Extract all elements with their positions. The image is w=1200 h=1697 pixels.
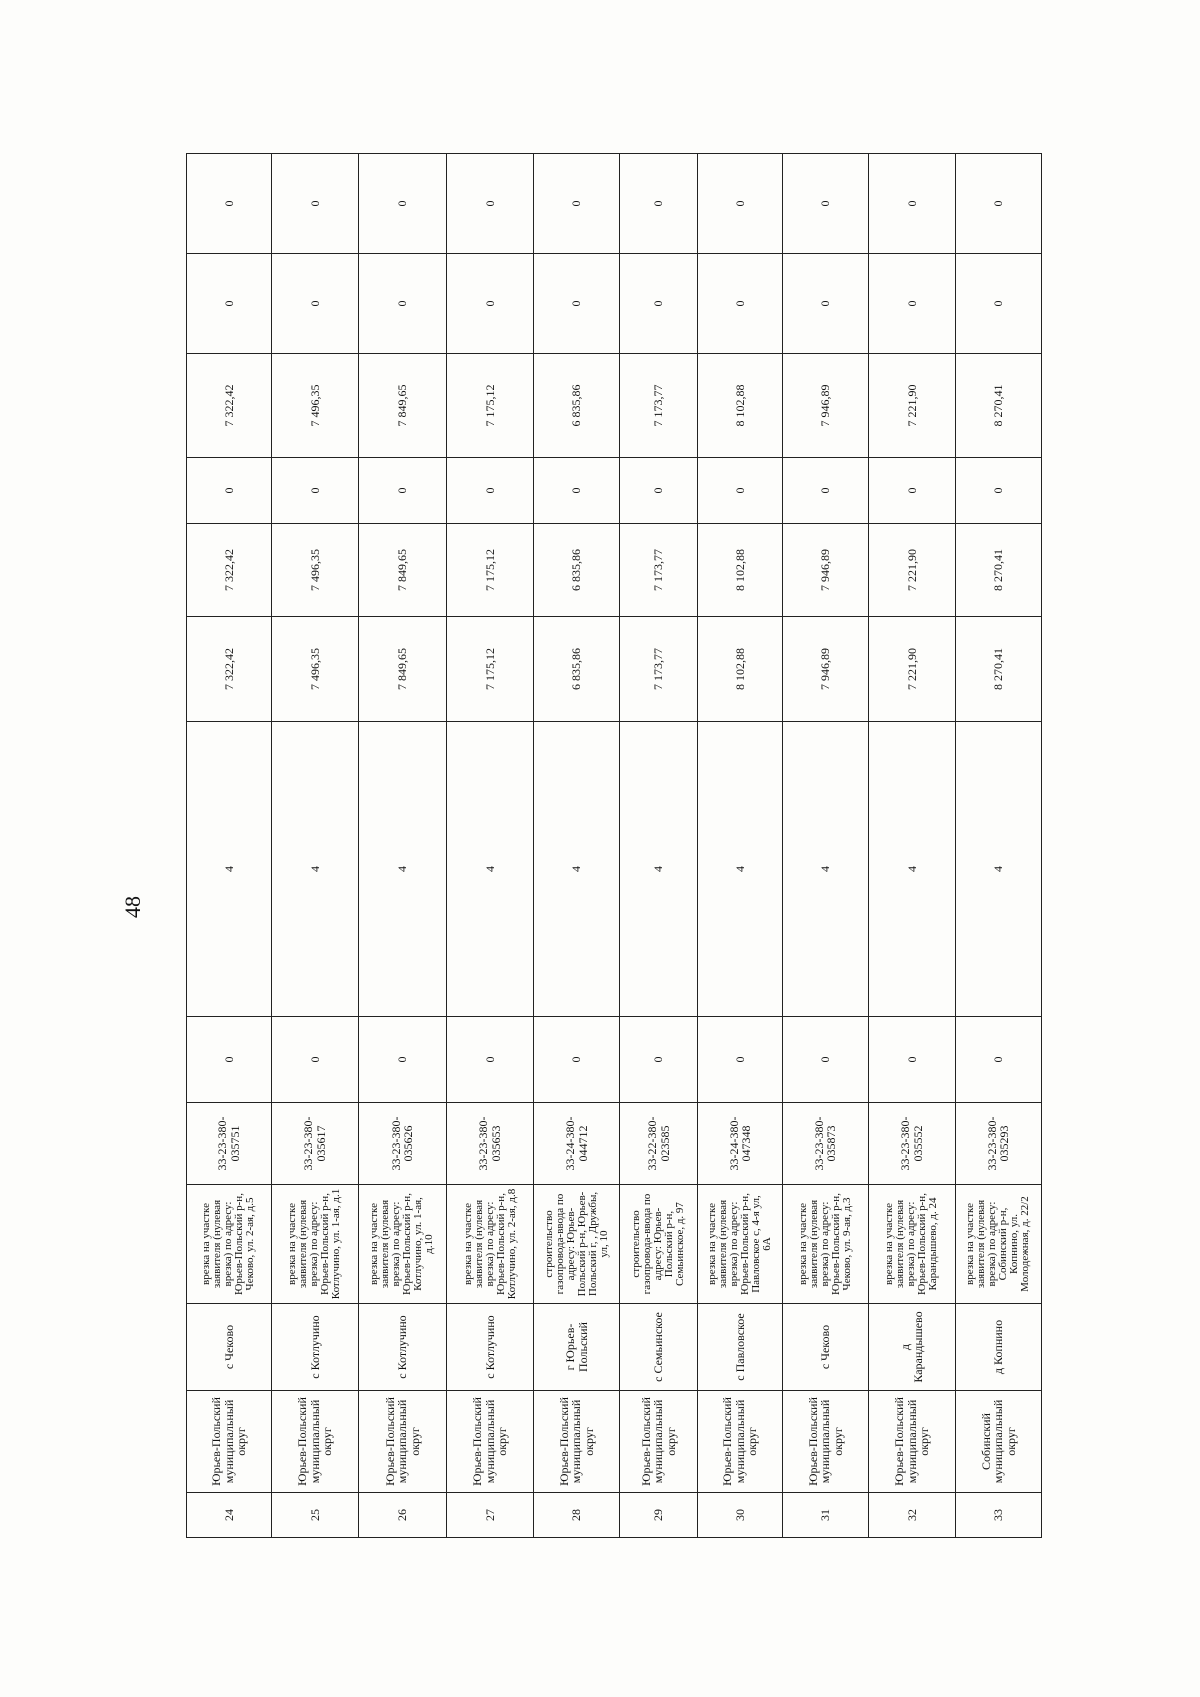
locality-cell: с Чеково xyxy=(783,1304,869,1391)
table-row xyxy=(619,154,697,1538)
value-cell-6: 7 173,77 xyxy=(619,354,697,458)
value-cell-3: 7 322,42 xyxy=(187,617,272,722)
value-cell-4: 6 835,86 xyxy=(534,524,620,617)
description-cell: врезка на участке заявителя (нулевая врезка) по адресу: Юрьев-Польский р-н, Чеково, ул. 2-ая, д.5 xyxy=(187,1185,272,1304)
value-cell-8: 0 xyxy=(868,154,955,254)
row-number-cell: 29 xyxy=(619,1493,697,1538)
value-cell-8: 0 xyxy=(534,154,620,254)
value-cell-1: 0 xyxy=(698,1017,783,1103)
value-cell-4: 7 322,42 xyxy=(187,524,272,617)
value-cell-3: 7 496,35 xyxy=(271,617,358,722)
locality-cell: с Павловское xyxy=(698,1304,783,1391)
locality-cell: с Котлучино xyxy=(271,1304,358,1391)
district-cell: Юрьев-Польский муниципальный округ xyxy=(783,1391,869,1493)
value-cell-6: 8 270,41 xyxy=(955,354,1041,458)
value-cell-3: 7 173,77 xyxy=(619,617,697,722)
value-cell-2: 4 xyxy=(271,722,358,1017)
row-number-cell: 28 xyxy=(534,1493,620,1538)
district-cell: Юрьев-Польский муниципальный округ xyxy=(698,1391,783,1493)
value-cell-2: 4 xyxy=(619,722,697,1017)
row-number-cell: 31 xyxy=(783,1493,869,1538)
value-cell-1: 0 xyxy=(447,1017,534,1103)
value-cell-8: 0 xyxy=(447,154,534,254)
value-cell-7: 0 xyxy=(187,254,272,354)
locality-cell: г Юрьев-Польский xyxy=(534,1304,620,1391)
table-row xyxy=(783,154,869,1538)
cadastral-code-cell: 33-22-380-023585 xyxy=(619,1103,697,1185)
value-cell-5: 0 xyxy=(783,458,869,524)
table-row xyxy=(698,154,783,1538)
district-cell: Юрьев-Польский муниципальный округ xyxy=(187,1391,272,1493)
value-cell-7: 0 xyxy=(534,254,620,354)
district-cell: Юрьев-Польский муниципальный округ xyxy=(619,1391,697,1493)
value-cell-6: 7 946,89 xyxy=(783,354,869,458)
table-row xyxy=(271,154,358,1538)
value-cell-6: 7 322,42 xyxy=(187,354,272,458)
table-row xyxy=(534,154,620,1538)
locality-cell: с Котлучино xyxy=(447,1304,534,1391)
value-cell-7: 0 xyxy=(698,254,783,354)
value-cell-7: 0 xyxy=(358,254,446,354)
value-cell-1: 0 xyxy=(868,1017,955,1103)
cadastral-code-cell: 33-23-380-035653 xyxy=(447,1103,534,1185)
description-cell: врезка на участке заявителя (нулевая врезка) по адресу: Собинский р-н, Копнино, ул. Молодежная, д. 22/2 xyxy=(955,1185,1041,1304)
value-cell-1: 0 xyxy=(534,1017,620,1103)
cadastral-code-cell: 33-23-380-035617 xyxy=(271,1103,358,1185)
value-cell-4: 8 102,88 xyxy=(698,524,783,617)
value-cell-8: 0 xyxy=(698,154,783,254)
value-cell-2: 4 xyxy=(447,722,534,1017)
value-cell-4: 7 173,77 xyxy=(619,524,697,617)
value-cell-4: 7 849,65 xyxy=(358,524,446,617)
value-cell-4: 7 496,35 xyxy=(271,524,358,617)
cadastral-code-cell: 33-23-380-035873 xyxy=(783,1103,869,1185)
value-cell-6: 7 496,35 xyxy=(271,354,358,458)
table-row xyxy=(868,154,955,1538)
value-cell-3: 8 102,88 xyxy=(698,617,783,722)
district-cell: Юрьев-Польский муниципальный округ xyxy=(447,1391,534,1493)
value-cell-5: 0 xyxy=(534,458,620,524)
value-cell-2: 4 xyxy=(783,722,869,1017)
value-cell-2: 4 xyxy=(187,722,272,1017)
description-cell: строительство газопровода-ввода по адресу: Юрьев-Польский р-н, Юрьев-Польский г, , Дружбы, ул, 10 xyxy=(534,1185,620,1304)
value-cell-3: 6 835,86 xyxy=(534,617,620,722)
row-number-cell: 32 xyxy=(868,1493,955,1538)
value-cell-5: 0 xyxy=(619,458,697,524)
value-cell-2: 4 xyxy=(358,722,446,1017)
value-cell-3: 7 175,12 xyxy=(447,617,534,722)
locality-cell: д Копнино xyxy=(955,1304,1041,1391)
value-cell-7: 0 xyxy=(955,254,1041,354)
cadastral-code-cell: 33-24-380-047348 xyxy=(698,1103,783,1185)
data-table-container xyxy=(186,154,1042,1538)
value-cell-1: 0 xyxy=(358,1017,446,1103)
value-cell-4: 7 175,12 xyxy=(447,524,534,617)
value-cell-3: 7 946,89 xyxy=(783,617,869,722)
description-cell: врезка на участке заявителя (нулевая врезка) по адресу: Юрьев-Польский р-н, Павловское с, 4-я ул, 6А xyxy=(698,1185,783,1304)
value-cell-8: 0 xyxy=(358,154,446,254)
value-cell-8: 0 xyxy=(783,154,869,254)
value-cell-5: 0 xyxy=(358,458,446,524)
value-cell-5: 0 xyxy=(868,458,955,524)
value-cell-4: 7 221,90 xyxy=(868,524,955,617)
value-cell-2: 4 xyxy=(698,722,783,1017)
row-number-cell: 27 xyxy=(447,1493,534,1538)
district-cell: Собинский муниципальный округ xyxy=(955,1391,1041,1493)
district-cell: Юрьев-Польский муниципальный округ xyxy=(271,1391,358,1493)
value-cell-1: 0 xyxy=(619,1017,697,1103)
value-cell-7: 0 xyxy=(868,254,955,354)
cadastral-code-cell: 33-23-380-035626 xyxy=(358,1103,446,1185)
value-cell-5: 0 xyxy=(955,458,1041,524)
value-cell-4: 8 270,41 xyxy=(955,524,1041,617)
district-cell: Юрьев-Польский муниципальный округ xyxy=(868,1391,955,1493)
value-cell-1: 0 xyxy=(955,1017,1041,1103)
table-row xyxy=(447,154,534,1538)
table-row xyxy=(955,154,1041,1538)
value-cell-6: 6 835,86 xyxy=(534,354,620,458)
value-cell-6: 7 175,12 xyxy=(447,354,534,458)
value-cell-5: 0 xyxy=(187,458,272,524)
value-cell-6: 7 221,90 xyxy=(868,354,955,458)
value-cell-5: 0 xyxy=(271,458,358,524)
row-number-cell: 30 xyxy=(698,1493,783,1538)
value-cell-7: 0 xyxy=(783,254,869,354)
row-number-cell: 33 xyxy=(955,1493,1041,1538)
value-cell-8: 0 xyxy=(271,154,358,254)
value-cell-8: 0 xyxy=(619,154,697,254)
value-cell-1: 0 xyxy=(271,1017,358,1103)
value-cell-2: 4 xyxy=(534,722,620,1017)
value-cell-7: 0 xyxy=(271,254,358,354)
value-cell-8: 0 xyxy=(955,154,1041,254)
value-cell-4: 7 946,89 xyxy=(783,524,869,617)
value-cell-6: 8 102,88 xyxy=(698,354,783,458)
cadastral-code-cell: 33-23-380-035552 xyxy=(868,1103,955,1185)
row-number-cell: 25 xyxy=(271,1493,358,1538)
description-cell: врезка на участке заявителя (нулевая врезка) по адресу: Юрьев-Польский р-н, Котлучино, ул. 2-ая, д.8 xyxy=(447,1185,534,1304)
row-number-cell: 24 xyxy=(187,1493,272,1538)
value-cell-3: 8 270,41 xyxy=(955,617,1041,722)
locality-cell: д Карандышево xyxy=(868,1304,955,1391)
row-number-cell: 26 xyxy=(358,1493,446,1538)
value-cell-2: 4 xyxy=(955,722,1041,1017)
district-cell: Юрьев-Польский муниципальный округ xyxy=(534,1391,620,1493)
page-number: 48 xyxy=(120,896,145,918)
locality-cell: с Чеково xyxy=(187,1304,272,1391)
value-cell-3: 7 221,90 xyxy=(868,617,955,722)
value-cell-3: 7 849,65 xyxy=(358,617,446,722)
table-row xyxy=(187,154,272,1538)
description-cell: врезка на участке заявителя (нулевая врезка) по адресу: Юрьев-Польский р-н, Котлучино, ул. 1-ая, д.10 xyxy=(358,1185,446,1304)
cadastral-code-cell: 33-24-380-044712 xyxy=(534,1103,620,1185)
value-cell-5: 0 xyxy=(698,458,783,524)
value-cell-7: 0 xyxy=(619,254,697,354)
cadastral-code-cell: 33-23-380-035751 xyxy=(187,1103,272,1185)
description-cell: строительство газопровода-ввода по адресу: Юрьев-Польский р-н, Семьинское, д. 97 xyxy=(619,1185,697,1304)
value-cell-5: 0 xyxy=(447,458,534,524)
value-cell-6: 7 849,65 xyxy=(358,354,446,458)
value-cell-1: 0 xyxy=(783,1017,869,1103)
description-cell: врезка на участке заявителя (нулевая врезка) по адресу: Юрьев-Польский р-н, Карандышево, д. 24 xyxy=(868,1185,955,1304)
value-cell-1: 0 xyxy=(187,1017,272,1103)
value-cell-2: 4 xyxy=(868,722,955,1017)
description-cell: врезка на участке заявителя (нулевая врезка) по адресу: Юрьев-Польский р-н, Чеково, ул. 9-ая, д.3 xyxy=(783,1185,869,1304)
data-table xyxy=(186,153,1042,1538)
value-cell-7: 0 xyxy=(447,254,534,354)
cadastral-code-cell: 33-23-380-035293 xyxy=(955,1103,1041,1185)
locality-cell: с Семьинское xyxy=(619,1304,697,1391)
table-row xyxy=(358,154,446,1538)
locality-cell: с Котлучино xyxy=(358,1304,446,1391)
value-cell-8: 0 xyxy=(187,154,272,254)
district-cell: Юрьев-Польский муниципальный округ xyxy=(358,1391,446,1493)
description-cell: врезка на участке заявителя (нулевая врезка) по адресу: Юрьев-Польский р-н, Котлучино, ул. 1-ая, д.1 xyxy=(271,1185,358,1304)
